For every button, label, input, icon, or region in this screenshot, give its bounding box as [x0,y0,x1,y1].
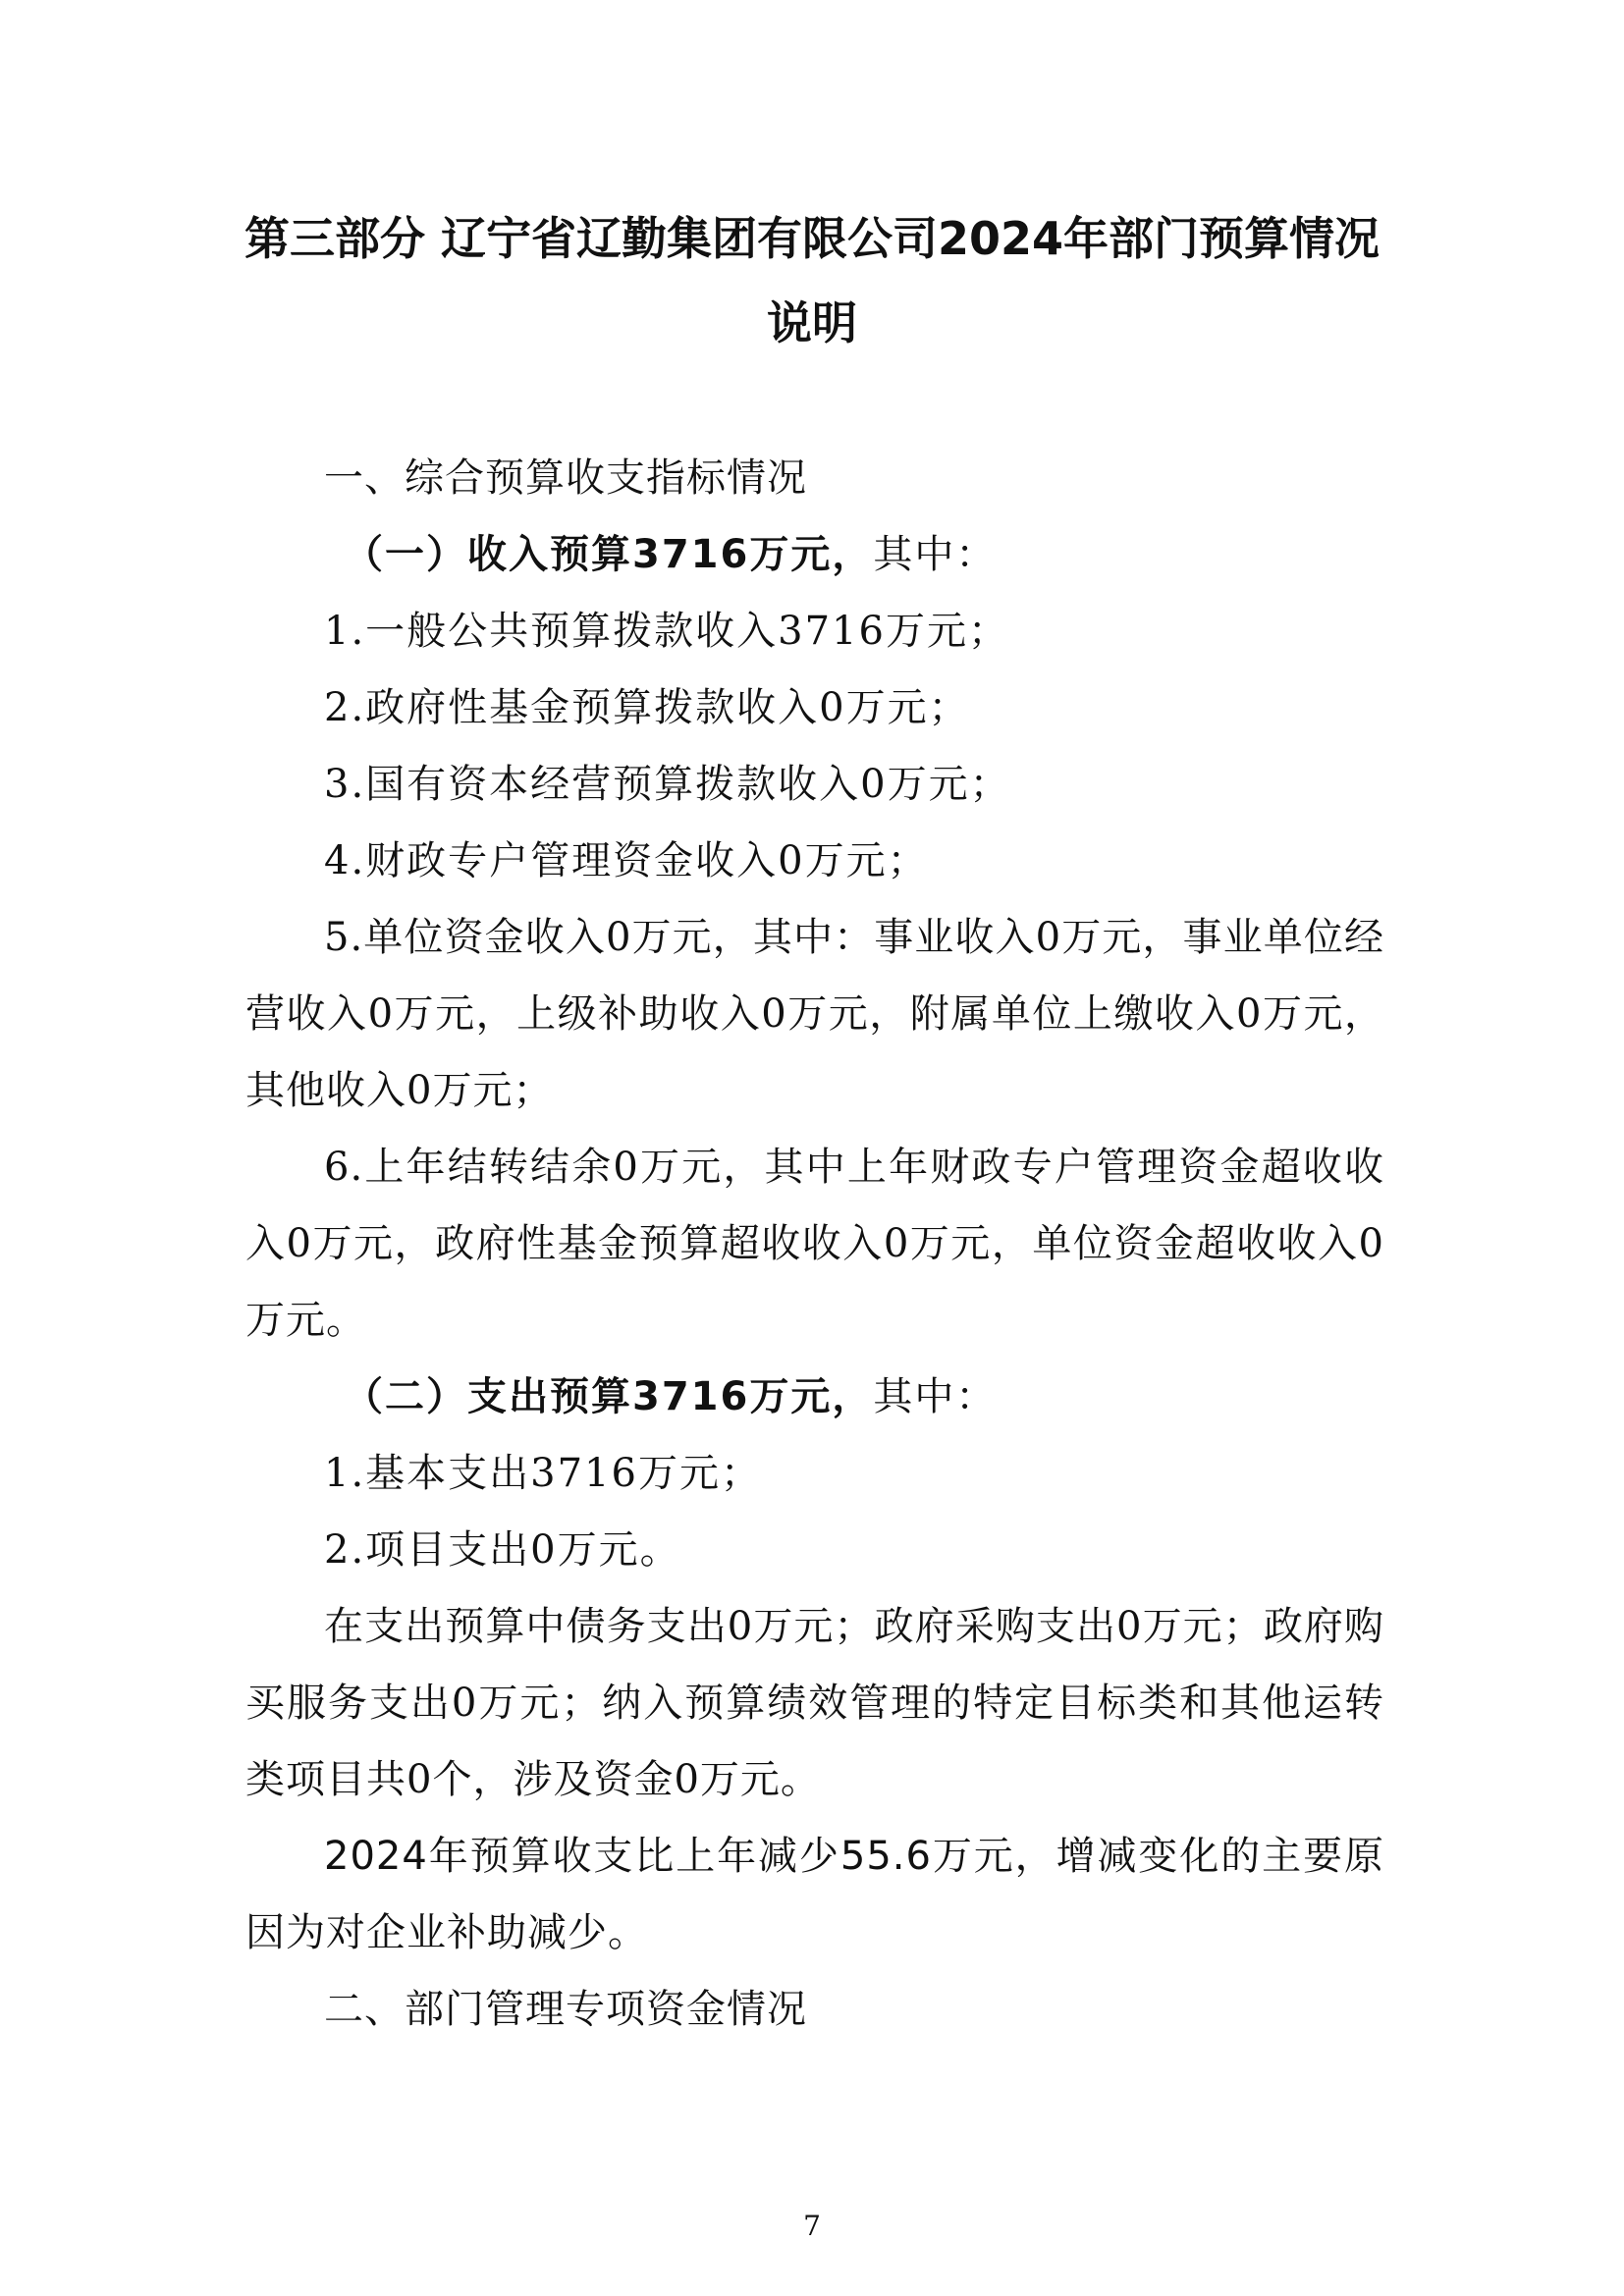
section2-heading: 二、部门管理专项资金情况 [324,1987,807,2032]
income-item-4: 4.财政专户管理资金收入0万元； [324,838,929,883]
document-body [245,440,1384,2048]
expense-note: 在支出预算中债务支出0万元；政府采购支出0万元；政府购买服务支出0万元；纳入预算绩效管理的特定目标类和其他运转类项目共0个，涉及资金0万元。 [245,1604,1384,1802]
expense-heading-bold: （二）支出预算3716万元， [344,1374,874,1419]
income-item-3: 3.国有资本经营预算拨款收入0万元； [324,762,1011,807]
income-heading [245,516,1384,593]
income-item-2: 2.政府性基金预算拨款收入0万元； [324,685,970,730]
expense-heading-rest: 其中： [873,1374,998,1419]
income-item-1: 1.一般公共预算拨款收入3716万元； [324,609,1009,654]
income-heading-rest: 其中： [873,532,998,577]
income-item-6: 6.上年结转结余0万元，其中上年财政专户管理资金超收收入0万元，政府性基金预算超收收入0万元，单位资金超收收入0万元。 [245,1145,1384,1343]
expense-item-1: 1.基本支出3716万元； [324,1451,762,1496]
page-number: 7 [803,2210,821,2242]
page-title: 第三部分 辽宁省辽勤集团有限公司2024年部门预算情况说明 [244,212,1380,349]
income-heading-bold: （一）收入预算3716万元， [344,532,874,577]
expense-item-2: 2.项目支出0万元。 [324,1527,681,1573]
change-summary: 2024年预算收支比上年减少55.6万元，增减变化的主要原因为对企业补助减少。 [245,1834,1384,1955]
section1-heading: 一、综合预算收支指标情况 [324,455,807,501]
income-item-5: 5.单位资金收入0万元，其中：事业收入0万元，事业单位经营收入0万元，上级补助收入0万元，附属单位上缴收入0万元，其他收入0万元； [245,915,1384,1113]
expense-heading [245,1359,1384,1435]
